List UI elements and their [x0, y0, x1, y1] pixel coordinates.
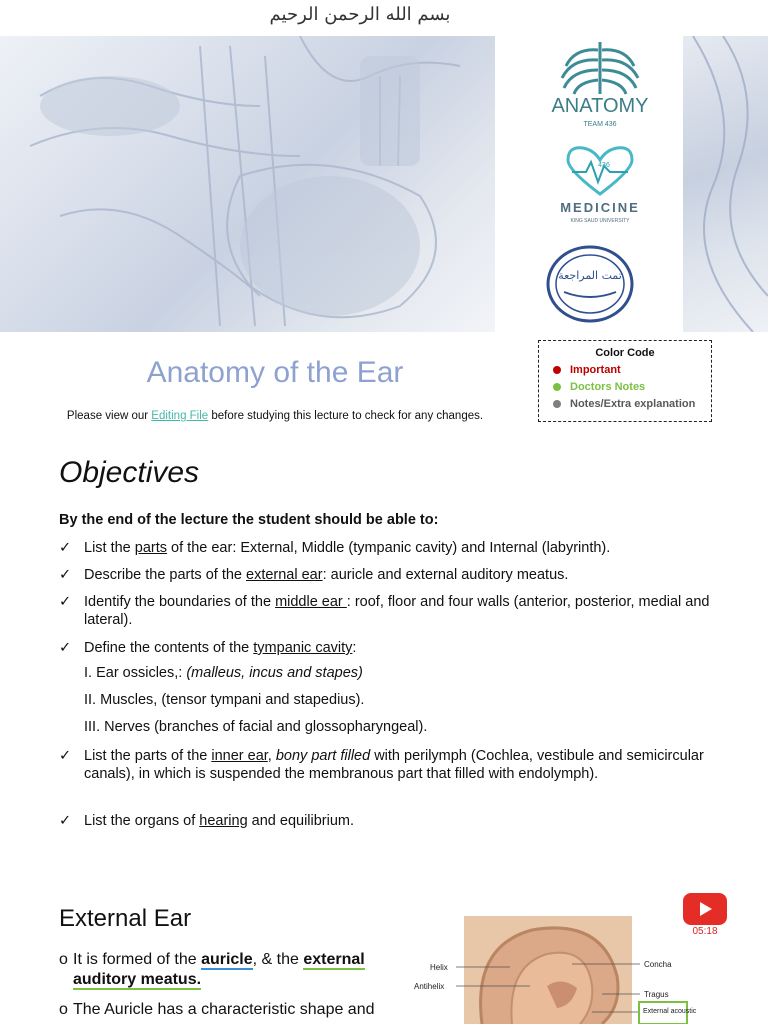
color-code-important [553, 364, 711, 376]
anatomy-logo-team: TEAM 436 [583, 121, 617, 128]
figure-label-helix: Helix [430, 963, 448, 972]
text: List the parts of the [84, 748, 212, 764]
bullet-icon: o [59, 951, 68, 968]
editing-file-notice [40, 410, 510, 422]
color-code-extra [553, 398, 711, 410]
medicine-heart-logo-icon [568, 148, 632, 194]
objective-item [59, 593, 719, 629]
text: Describe the parts of the [84, 567, 246, 583]
checkmark-icon: ✓ [59, 640, 72, 656]
italic-text: bony part filled [275, 748, 371, 764]
objective-subitem: III. Nerves (branches of facial and glossopharyngeal). [84, 719, 428, 735]
text: of the ear: External, Middle (tympanic cavity) and Internal (labyrinth). [167, 540, 611, 556]
text: : [352, 640, 357, 656]
green-dot-icon [553, 383, 561, 391]
checkmark-icon: ✓ [59, 567, 72, 583]
video-duration: 05:18 [692, 926, 718, 937]
team-logos [520, 36, 680, 332]
doctor-note-term: external auditory meatus. [73, 951, 365, 988]
text: List the [84, 540, 135, 556]
color-code-doctors-notes [553, 381, 711, 393]
editing-file-link[interactable]: Editing File [151, 410, 209, 422]
checkmark-icon: ✓ [59, 813, 72, 829]
text: Define the contents of the [84, 640, 254, 656]
text: Identify the boundaries of the [84, 594, 276, 610]
text: : auricle and external auditory meatus. [322, 567, 569, 583]
color-code-label: Notes/Extra explanation [570, 398, 696, 410]
external-ear-bullet [59, 950, 409, 990]
color-code-legend [538, 340, 712, 422]
figure-label-concha: Concha [644, 960, 672, 969]
color-code-label: Doctors Notes [570, 381, 646, 393]
underlined-text: parts [134, 540, 168, 556]
medicine-logo-word: MEDICINE [560, 200, 640, 215]
review-seal-text: تمت المراجعة [558, 269, 622, 282]
red-dot-icon [553, 366, 561, 374]
text: : roof, floor and four walls (anterior, posterior, medial and lateral). [84, 594, 710, 628]
objective-subitem: II. Muscles, (tensor tympani and stapedius). [84, 692, 365, 708]
underlined-text: inner ear [211, 748, 268, 764]
text: I. Ear ossicles,: [84, 665, 187, 681]
objectives-lead: By the end of the lecture the student should be able to: [59, 512, 439, 528]
text: It is formed of the [73, 951, 202, 968]
medicine-logo-university: KING SAUD UNIVERSITY [570, 218, 630, 224]
color-code-label: Important [570, 364, 621, 376]
skull-anatomy-banner-image [0, 36, 495, 332]
objective-item [59, 566, 719, 584]
side-anatomy-banner-image [683, 36, 768, 332]
text: The Auricle has a characteristic shape and [73, 1001, 375, 1018]
underlined-text: middle ear [275, 594, 347, 610]
gray-dot-icon [553, 400, 561, 408]
text: with perilymph (Cochlea, vestibule and semicircular canals), in which is suspended the membranous part that filled with endolymph). [84, 748, 704, 782]
underlined-text: tympanic cavity [253, 640, 353, 656]
text: List the organs of [84, 813, 200, 829]
checkmark-icon: ✓ [59, 540, 72, 556]
objective-item [59, 747, 719, 783]
figure-label-tragus: Tragus [644, 990, 669, 999]
text: and equilibrium. [247, 813, 355, 829]
underlined-text: hearing [199, 813, 248, 829]
bullet-icon: o [59, 1001, 68, 1018]
objectives-heading: Objectives [59, 456, 200, 489]
external-ear-heading: External Ear [59, 905, 192, 932]
notice-text-before: Please view our [66, 410, 152, 422]
bismillah-calligraphy: بسم الله الرحمن الرحيم [269, 4, 451, 25]
text: , & the [252, 951, 304, 968]
underlined-text: external ear [246, 567, 323, 583]
italic-text: (malleus, incus and stapes) [186, 665, 363, 681]
objective-item [59, 539, 719, 557]
anatomy-logo-word: ANATOMY [551, 95, 649, 117]
checkmark-icon: ✓ [59, 594, 72, 610]
objective-item [59, 812, 719, 830]
objective-item [59, 639, 719, 657]
notice-text-after: before studying this lecture to check for any changes. [208, 410, 484, 422]
external-ear-figure [412, 916, 702, 1024]
anatomy-ribcage-logo-icon [562, 42, 638, 94]
figure-label-antihelix: Antihelix [414, 982, 445, 991]
play-icon [700, 902, 712, 916]
checkmark-icon: ✓ [59, 748, 72, 764]
figure-label-external-acoustic: External acoustic [643, 1008, 697, 1015]
review-seal-stamp-icon [548, 247, 632, 321]
objective-subitem [84, 665, 363, 681]
important-term: auricle [201, 951, 253, 968]
external-ear-bullet [59, 1000, 409, 1020]
text: , [267, 748, 276, 764]
lecture-title: Anatomy of the Ear [146, 356, 404, 389]
medicine-logo-number: 436 [598, 162, 610, 169]
color-code-heading: Color Code [595, 347, 655, 359]
